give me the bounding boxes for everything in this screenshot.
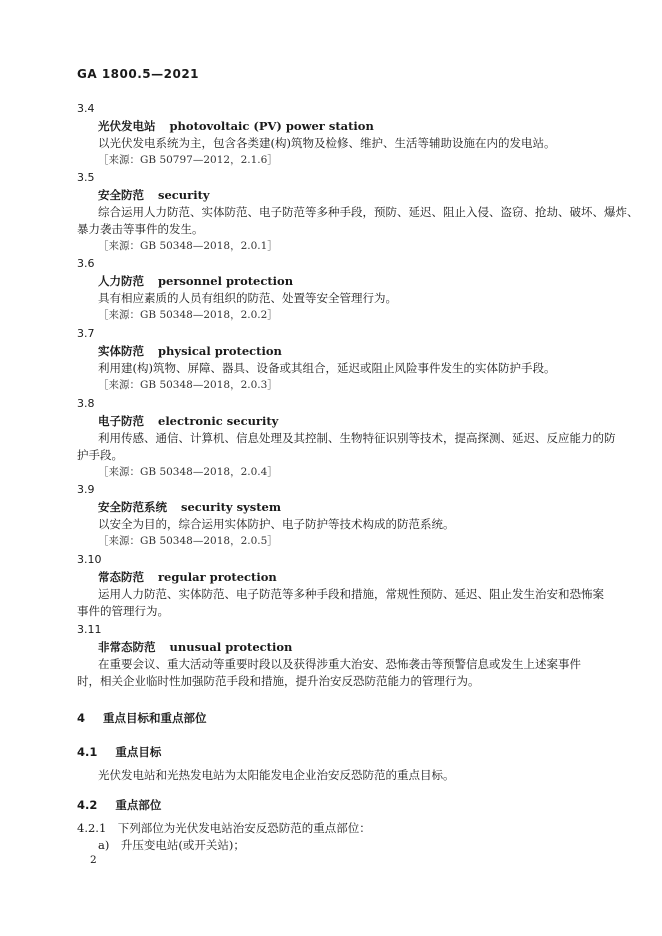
term-source: ［来源：GB 50348—2018，2.0.3］ — [98, 379, 278, 391]
term-en: electronic security — [158, 414, 279, 428]
term-zh: 安全防范系统 — [98, 500, 167, 514]
term-zh: 安全防范 — [98, 188, 144, 202]
term-title — [98, 118, 374, 134]
clause-number: 3.9 — [77, 483, 95, 496]
term-title — [98, 343, 282, 359]
term-en: personnel protection — [158, 274, 294, 288]
term-zh: 光伏发电站 — [98, 119, 156, 133]
term-definition-continued: 时，相关企业临时性加强防范手段和措施，提升治安反恐防范能力的管理行为。 — [77, 674, 480, 688]
term-source: ［来源：GB 50797—2012，2.1.6］ — [98, 154, 278, 166]
term-definition: 运用人力防范、实体防范、电子防范等多种手段和措施，常规性预防、延迟、阻止发生治安和恐怖案 — [98, 587, 604, 601]
term-zh: 电子防范 — [98, 414, 144, 428]
term-zh: 常态防范 — [98, 570, 144, 584]
list-item: a) 升压变电站(或开关站)； — [98, 838, 245, 852]
subsection-heading — [77, 744, 161, 760]
subsection-title: 重点目标 — [115, 745, 162, 759]
clause-number: 3.11 — [77, 623, 102, 636]
subsection-heading — [77, 797, 161, 813]
term-zh: 非常态防范 — [98, 640, 156, 654]
section-number: 4 — [77, 711, 86, 725]
term-source: ［来源：GB 50348—2018，2.0.1］ — [98, 240, 278, 252]
standard-header: GA 1800.5—2021 — [77, 67, 200, 81]
term-source: ［来源：GB 50348—2018，2.0.2］ — [98, 309, 278, 321]
term-source: ［来源：GB 50348—2018，2.0.4］ — [98, 466, 278, 478]
section-title: 重点目标和重点部位 — [103, 711, 207, 725]
term-en: unusual protection — [169, 640, 293, 654]
term-en: security — [158, 188, 210, 202]
term-en: security system — [181, 500, 282, 514]
subsection-title: 重点部位 — [115, 798, 162, 812]
term-definition-continued: 暴力袭击等事件的发生。 — [77, 222, 204, 236]
term-title — [98, 273, 293, 289]
clause-number: 3.10 — [77, 553, 102, 566]
term-title — [98, 569, 277, 585]
subsection-number: 4.2 — [77, 798, 98, 812]
term-definition: 利用建(构)筑物、屏障、器具、设备或其组合，延迟或阻止风险事件发生的实体防护手段。 — [98, 361, 556, 375]
clause-number: 3.7 — [77, 327, 95, 340]
term-definition-continued: 护手段。 — [77, 448, 123, 462]
clause-number: 3.5 — [77, 171, 95, 184]
term-definition: 以光伏发电系统为主，包含各类建(构)筑物及检修、维护、生活等辅助设施在内的发电站。 — [98, 136, 556, 150]
term-title — [98, 499, 281, 515]
term-definition: 利用传感、通信、计算机、信息处理及其控制、生物特征识别等技术，提高探测、延迟、反应能力的防 — [98, 431, 616, 445]
term-title — [98, 187, 210, 203]
clause-number: 3.4 — [77, 102, 95, 115]
paragraph: 光伏发电站和光热发电站为太阳能发电企业治安反恐防范的重点目标。 — [98, 768, 455, 782]
term-definition-continued: 事件的管理行为。 — [77, 604, 169, 618]
term-zh: 人力防范 — [98, 274, 144, 288]
term-definition: 具有相应素质的人员有组织的防范、处置等安全管理行为。 — [98, 291, 397, 305]
term-en: photovoltaic (PV) power station — [169, 119, 374, 133]
term-source: ［来源：GB 50348—2018，2.0.5］ — [98, 535, 278, 547]
term-en: physical protection — [158, 344, 282, 358]
term-definition: 在重要会议、重大活动等重要时段以及获得涉重大治安、恐怖袭击等预警信息或发生上述案事件 — [98, 657, 581, 671]
term-en: regular protection — [158, 570, 277, 584]
section-heading — [77, 710, 207, 726]
clause-number: 3.6 — [77, 257, 95, 270]
term-definition: 以安全为目的，综合运用实体防护、电子防护等技术构成的防范系统。 — [98, 517, 455, 531]
term-title — [98, 413, 278, 429]
term-title — [98, 639, 292, 655]
term-zh: 实体防范 — [98, 344, 144, 358]
term-definition: 综合运用人力防范、实体防范、电子防范等多种手段，预防、延迟、阻止入侵、盗窃、抢劫、破坏、爆炸、 — [98, 205, 639, 219]
clause-text: 4.2.1 下列部位为光伏发电站治安反恐防范的重点部位： — [77, 821, 371, 835]
clause-number: 3.8 — [77, 397, 95, 410]
subsection-number: 4.1 — [77, 745, 98, 759]
page-number: 2 — [90, 854, 97, 866]
